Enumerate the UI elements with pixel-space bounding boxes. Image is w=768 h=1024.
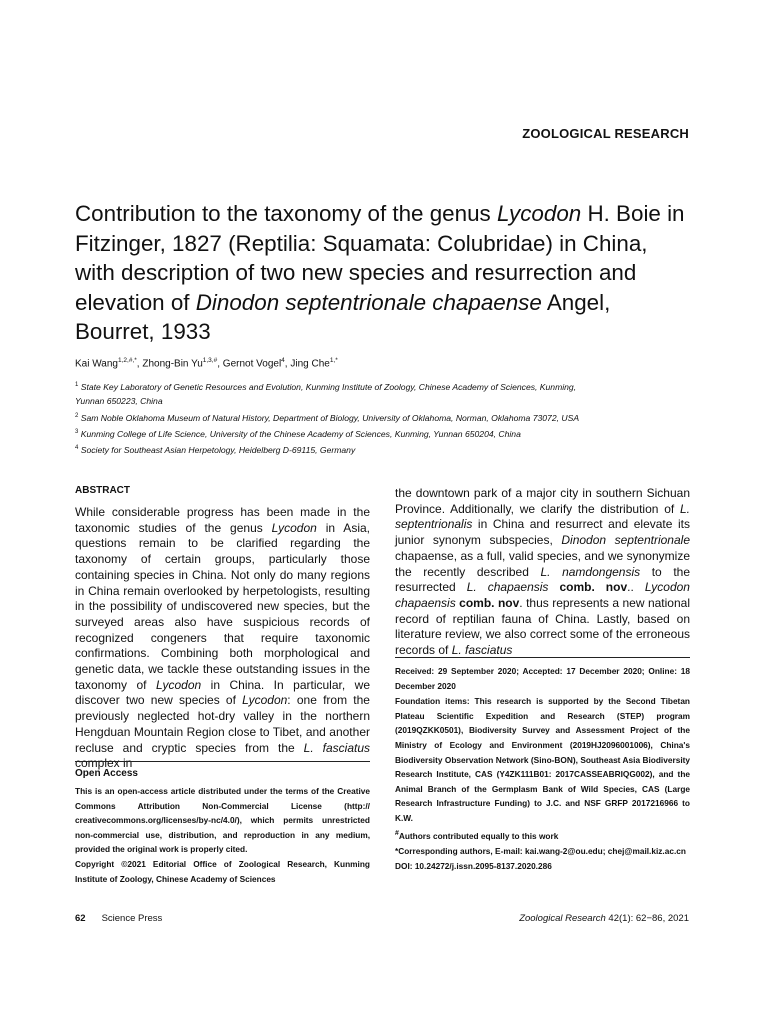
publisher: Science Press [101,913,163,924]
abstract-text: While considerable progress has been made in the taxonomic studies of the genus [75,505,370,535]
affiliation-text: Kunming College of Life Science, University of the Chinese Academy of Sciences, Kunming, Yunnan 650204, China [80,428,521,439]
author-list: Kai Wang$^{1,2,\#,*}$, Zhong-Bin $Yu^{1,3,\#}$, Gernot Vogel$^4$, Jing Che$^{1,*}$ [75,357,338,370]
author-name: Zhong-Bin Yu [142,358,203,370]
open-access-heading: Open Access [75,768,138,779]
footer-volume: 42(1): 62−86, 2021 [605,913,689,924]
abstract-text: chapaense, as a full, valid species, and we synonymize the recently described [395,548,690,579]
abstract-paragraph [75,505,370,772]
received-dates: Received: 29 September 2020; Accepted: 17 December 2020; Online: 18 December 2020 [395,666,690,691]
affiliation-text: State Key Laboratory of Genetic Resources and Evolution, Kunming Institute of Zoology, Chinese Academy of Sciences, Kunming, [80,381,577,392]
abstract-paragraph [395,486,690,659]
title-text: Contribution to the taxonomy of the genus [75,201,497,226]
abstract-italic: Lycodon [242,693,288,708]
abstract-italic: Lycodon chapaensis [395,580,690,610]
title-text: H. Boie in Fitzinger, 1827 (Reptilia: Squamata: Colubridae) in China, with description of two new species and resurrection and elevation of [75,201,685,315]
abstract-heading: ABSTRACT [75,485,130,496]
article-metadata [395,664,690,875]
abstract-bold: comb. nov [459,595,520,610]
abstract-text: to the resurrected [395,564,690,595]
abstract-text: . thus represents a new national record of reptilian fauna of China. Lastly, based on literature review, we also correct some of the erroneous records of [395,595,690,658]
author-sup: 1,* [329,357,338,364]
corresponding-authors: *Corresponding authors, E-mail: kai.wang-2@ou.edu; chej@mail.kiz.ac.cn [395,845,686,856]
page-number: 62 [75,913,86,924]
footer-citation [519,913,689,924]
affiliation-sup: 3 [75,428,79,435]
copyright-notice: Copyright ©2021 Editorial Office of Zoological Research, Kunming Institute of Zoology, Chinese Academy of Sciences [75,858,370,884]
journal-name: ZOOLOGICAL RESEARCH [522,126,689,141]
abstract-bold: comb. nov [559,580,628,595]
abstract-text: in China. In particular, we discover two new species of [75,677,371,708]
abstract-italic: Lycodon [271,520,317,535]
equal-text: Authors contributed equally to this work [398,830,559,841]
author-name: Gernot Vogel [222,358,282,370]
equal-sup: # [395,829,399,837]
footer-journal: Zoological Research [519,913,606,924]
abstract-text: complex in [75,756,133,771]
author-sup: 1,3,# [202,357,218,364]
affiliation-sup: 1 [75,382,79,388]
affiliation-text: Sam Noble Oklahoma Museum of Natural History, Department of Biology, University of Oklahoma, Norman, Oklahoma 73072, USA [80,412,580,423]
open-access-notice [75,784,370,886]
abstract-text: .. [627,580,645,595]
title-taxon: Dinodon septentrionale chapaense [195,289,542,315]
author-sup: 1,2,#,* [117,357,137,364]
abstract-text: in China and resurrect and elevate its junior synonym subspecies, [395,517,690,548]
doi: DOI: 10.24272/j.issn.2095-8137.2020.286 [395,861,552,872]
abstract-italic: L. fasciatus [451,643,513,658]
abstract-text: the downtown park of a major city in southern Sichuan Province. Additionally, we clarify the distribution of [395,486,690,516]
author-sup: 4 [281,357,285,364]
title-genus: Lycodon [496,201,582,226]
article-title [75,199,693,347]
abstract-italic: Dinodon septentrionale [561,533,690,548]
equal-contribution [395,827,690,843]
abstract-italic: L. fasciatus [303,740,371,755]
foundation-items: Foundation items: This research is supported by the Second Tibetan Plateau Scientific Expedition and Research (STEP) program (2019QZKK0501), Biodiversity Survey and Assessment Project of the Ministry of Ecology and Environment (2019HJ2096001006), China's Biodiversity Observation Network (Sino-BON), Southeast Asia Biodiversity Research Institute, CAS (Y4ZK111B01: 2017CASSEABRIQG002), and the Animal Branch of the Germplasm Bank of Wild Species, CAS (Large Research Infrastructure Funding) to J.C. and NSF GRFP 2017216966 to K.W. [395,696,690,823]
abstract-right-column [395,486,690,659]
abstract-italic: L. chapaensis [466,580,549,595]
affiliations [75,378,695,457]
divider [75,761,370,762]
affiliation-text: Yunnan 650223, China [75,396,163,407]
affiliation-sup: 4 [75,445,79,452]
affiliation-item [75,409,695,425]
abstract-text: : one from the previously neglected hot-dry valley in the northern Hengduan Mountain Region close to Tibet, and another recluse and cryptic species from the [75,693,370,755]
author-name: Jing Che [290,358,330,370]
affiliation-text: Society for Southeast Asian Herpetology, Heidelberg D-69115, Germany [80,445,356,456]
footer-left [75,913,162,924]
title-text: Angel, Bourret, 1933 [75,289,611,344]
abstract-left-column [75,505,370,772]
abstract-text: in Asia, questions remain to be clarified regarding the taxonomy of certain groups, particularly those containing species in China. Not only do many regions in China remain overlooked by herpetologists, resulting in the possibility of undiscovered new species, but the surveyed areas also have suspicious records of recognized congeners that require taxonomic confirmations. Combining both morphological and genetic data, we tackle these outstanding issues in the taxonomy of [75,520,370,692]
affiliation-item [75,378,695,409]
abstract-italic: L. namdongensis [540,564,641,579]
author-name: Kai Wang [75,358,118,370]
divider [395,657,690,658]
affiliation-sup: 2 [75,412,79,419]
abstract-italic: Lycodon [156,677,202,692]
open-access-body: This is an open-access article distributed under the terms of the Creative Commons Attribution Non-Commercial License (http:// creativecommons.org/licenses/by-nc/4.0/), which permits unrestricted non-commercial use, distribution, and reproduction in any medium, provided the original work is properly cited. [75,786,370,855]
abstract-italic: L. septentrionalis [395,501,690,532]
affiliation-item [75,441,695,457]
affiliation-item [75,425,695,441]
